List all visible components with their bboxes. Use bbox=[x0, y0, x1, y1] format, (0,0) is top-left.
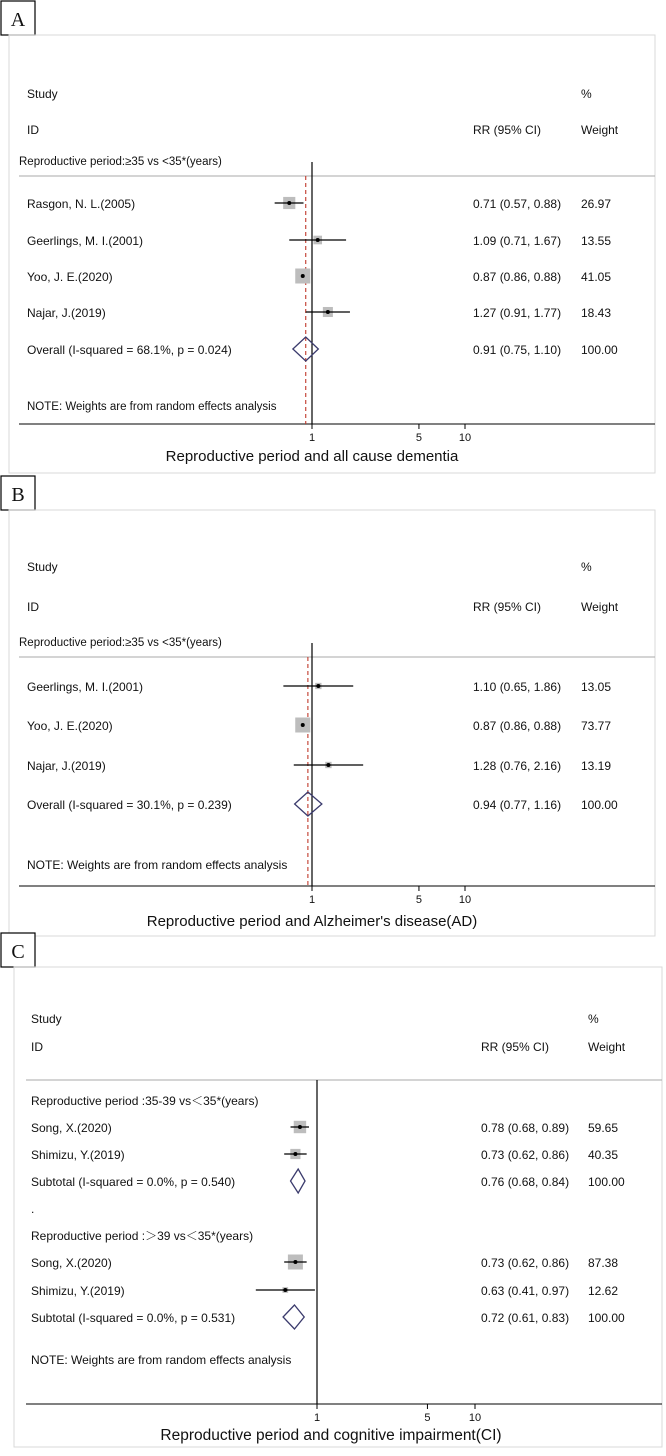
x-tick-label: 1 bbox=[313, 1412, 321, 1424]
weight-text: 73.77 bbox=[581, 719, 612, 733]
weight-text: 59.65 bbox=[588, 1121, 619, 1135]
rr-ci-text: 0.73 (0.62, 0.86) bbox=[481, 1256, 570, 1270]
rr-ci-text: 1.10 (0.65, 1.86) bbox=[473, 680, 562, 694]
subtotal-weight-text: 100.00 bbox=[588, 1311, 625, 1325]
point-estimate bbox=[326, 310, 330, 314]
weight-text: 13.55 bbox=[581, 234, 612, 248]
plot-title: Reproductive period and cognitive impairment(CI) bbox=[160, 1427, 502, 1444]
panel-b bbox=[1, 476, 655, 936]
point-estimate bbox=[298, 1125, 302, 1129]
header-rr: RR (95% CI) bbox=[473, 600, 542, 614]
weight-text: 12.62 bbox=[588, 1284, 619, 1298]
header-study: Study bbox=[27, 560, 58, 574]
group-label: Reproductive period :＞39 vs＜35*(years) bbox=[31, 1229, 254, 1243]
forest-marks bbox=[256, 1121, 315, 1329]
study-label: Najar, J.(2019) bbox=[27, 759, 106, 773]
x-ticks bbox=[309, 424, 471, 444]
point-estimate bbox=[301, 274, 305, 278]
x-tick-label: 10 bbox=[458, 894, 472, 906]
weight-text: 40.35 bbox=[588, 1148, 619, 1162]
header-id: ID bbox=[31, 1040, 43, 1054]
panel-label: C bbox=[11, 941, 25, 963]
x-tick-label: 5 bbox=[424, 1412, 431, 1424]
overall-label: Overall (I-squared = 30.1%, p = 0.239) bbox=[27, 798, 232, 812]
subtotal-rr-ci-text: 0.72 (0.61, 0.83) bbox=[481, 1311, 570, 1325]
weight-text: 13.19 bbox=[581, 759, 612, 773]
header-id: ID bbox=[27, 123, 39, 137]
header-study: Study bbox=[31, 1012, 62, 1026]
group-label: Reproductive period:≥35 vs <35*(years) bbox=[19, 156, 222, 168]
note-text: NOTE: Weights are from random effects analysis bbox=[31, 1353, 292, 1367]
overall-label: Overall (I-squared = 68.1%, p = 0.024) bbox=[27, 343, 232, 357]
study-label: Yoo, J. E.(2020) bbox=[27, 270, 113, 284]
plot-title: Reproductive period and all cause dementia bbox=[165, 448, 459, 465]
panel-a bbox=[1, 1, 655, 473]
rr-ci-text: 0.71 (0.57, 0.88) bbox=[473, 197, 562, 211]
study-label: Song, X.(2020) bbox=[31, 1121, 112, 1135]
study-label: Geerlings, M. I.(2001) bbox=[27, 234, 144, 248]
overall-weight-text: 100.00 bbox=[581, 343, 618, 357]
note-text: NOTE: Weights are from random effects analysis bbox=[27, 858, 288, 872]
point-estimate bbox=[316, 238, 320, 242]
study-label: Shimizu, Y.(2019) bbox=[31, 1284, 125, 1298]
point-estimate bbox=[293, 1152, 297, 1156]
group-label: Reproductive period:≥35 vs <35*(years) bbox=[19, 637, 222, 649]
header-weight: Weight bbox=[581, 123, 619, 137]
weight-text: 13.05 bbox=[581, 680, 612, 694]
note-text: NOTE: Weights are from random effects analysis bbox=[27, 401, 277, 413]
subtotal-weight-text: 100.00 bbox=[588, 1175, 625, 1189]
study-label: Song, X.(2020) bbox=[31, 1256, 112, 1270]
header-rr: RR (95% CI) bbox=[473, 123, 542, 137]
rr-ci-text: 1.27 (0.91, 1.77) bbox=[473, 306, 562, 320]
point-estimate bbox=[287, 201, 291, 205]
header-weight: Weight bbox=[588, 1040, 626, 1054]
header-rr: RR (95% CI) bbox=[481, 1040, 550, 1054]
panel-c bbox=[1, 933, 662, 1447]
study-label: Shimizu, Y.(2019) bbox=[31, 1148, 125, 1162]
x-ticks bbox=[309, 886, 471, 906]
rr-ci-text: 0.78 (0.68, 0.89) bbox=[481, 1121, 570, 1135]
header-weight: Weight bbox=[581, 600, 619, 614]
x-tick-label: 5 bbox=[415, 432, 423, 444]
overall-weight-text: 100.00 bbox=[581, 798, 618, 812]
x-tick-label: 10 bbox=[458, 432, 472, 444]
point-estimate bbox=[316, 684, 320, 688]
panel-label: A bbox=[10, 9, 26, 31]
point-estimate bbox=[283, 1288, 287, 1292]
group-label: Reproductive period :35-39 vs＜35*(years) bbox=[31, 1094, 259, 1108]
weight-text: 41.05 bbox=[581, 270, 612, 284]
rr-ci-text: 0.63 (0.41, 0.97) bbox=[481, 1284, 570, 1298]
rr-ci-text: 0.87 (0.86, 0.88) bbox=[473, 719, 562, 733]
x-tick-label: 1 bbox=[308, 432, 316, 444]
point-estimate bbox=[293, 1260, 297, 1264]
panel-frame bbox=[14, 967, 662, 1447]
weight-text: 87.38 bbox=[588, 1256, 619, 1270]
forest-marks bbox=[283, 657, 363, 886]
plot-title: Reproductive period and Alzheimer's disease(AD) bbox=[146, 913, 478, 930]
x-ticks bbox=[314, 1404, 481, 1424]
x-tick-label: 1 bbox=[308, 894, 316, 906]
overall-rr-ci-text: 0.94 (0.77, 1.16) bbox=[473, 798, 562, 812]
separator-dot: . bbox=[31, 1202, 35, 1216]
subtotal-label: Subtotal (I-squared = 0.0%, p = 0.531) bbox=[31, 1311, 236, 1325]
summary-diamond bbox=[283, 1305, 304, 1329]
panel-label: B bbox=[11, 484, 25, 506]
header-percent: % bbox=[581, 560, 592, 574]
rr-ci-text: 1.09 (0.71, 1.67) bbox=[473, 234, 562, 248]
header-id: ID bbox=[27, 600, 39, 614]
overall-rr-ci-text: 0.91 (0.75, 1.10) bbox=[473, 343, 562, 357]
subtotal-label: Subtotal (I-squared = 0.0%, p = 0.540) bbox=[31, 1175, 236, 1189]
weight-text: 26.97 bbox=[581, 197, 612, 211]
header-percent: % bbox=[588, 1012, 599, 1026]
summary-diamond bbox=[291, 1169, 305, 1193]
x-tick-label: 10 bbox=[468, 1412, 482, 1424]
subtotal-rr-ci-text: 0.76 (0.68, 0.84) bbox=[481, 1175, 570, 1189]
x-tick-label: 5 bbox=[415, 894, 423, 906]
study-label: Yoo, J. E.(2020) bbox=[27, 719, 113, 733]
study-label: Najar, J.(2019) bbox=[27, 306, 106, 320]
weight-text: 18.43 bbox=[581, 306, 612, 320]
header-study: Study bbox=[27, 87, 58, 101]
point-estimate bbox=[326, 763, 330, 767]
rr-ci-text: 0.87 (0.86, 0.88) bbox=[473, 270, 562, 284]
point-estimate bbox=[301, 723, 305, 727]
rr-ci-text: 0.73 (0.62, 0.86) bbox=[481, 1148, 570, 1162]
study-label: Rasgon, N. L.(2005) bbox=[27, 197, 136, 211]
study-label: Geerlings, M. I.(2001) bbox=[27, 680, 144, 694]
header-percent: % bbox=[581, 87, 592, 101]
rr-ci-text: 1.28 (0.76, 2.16) bbox=[473, 759, 562, 773]
